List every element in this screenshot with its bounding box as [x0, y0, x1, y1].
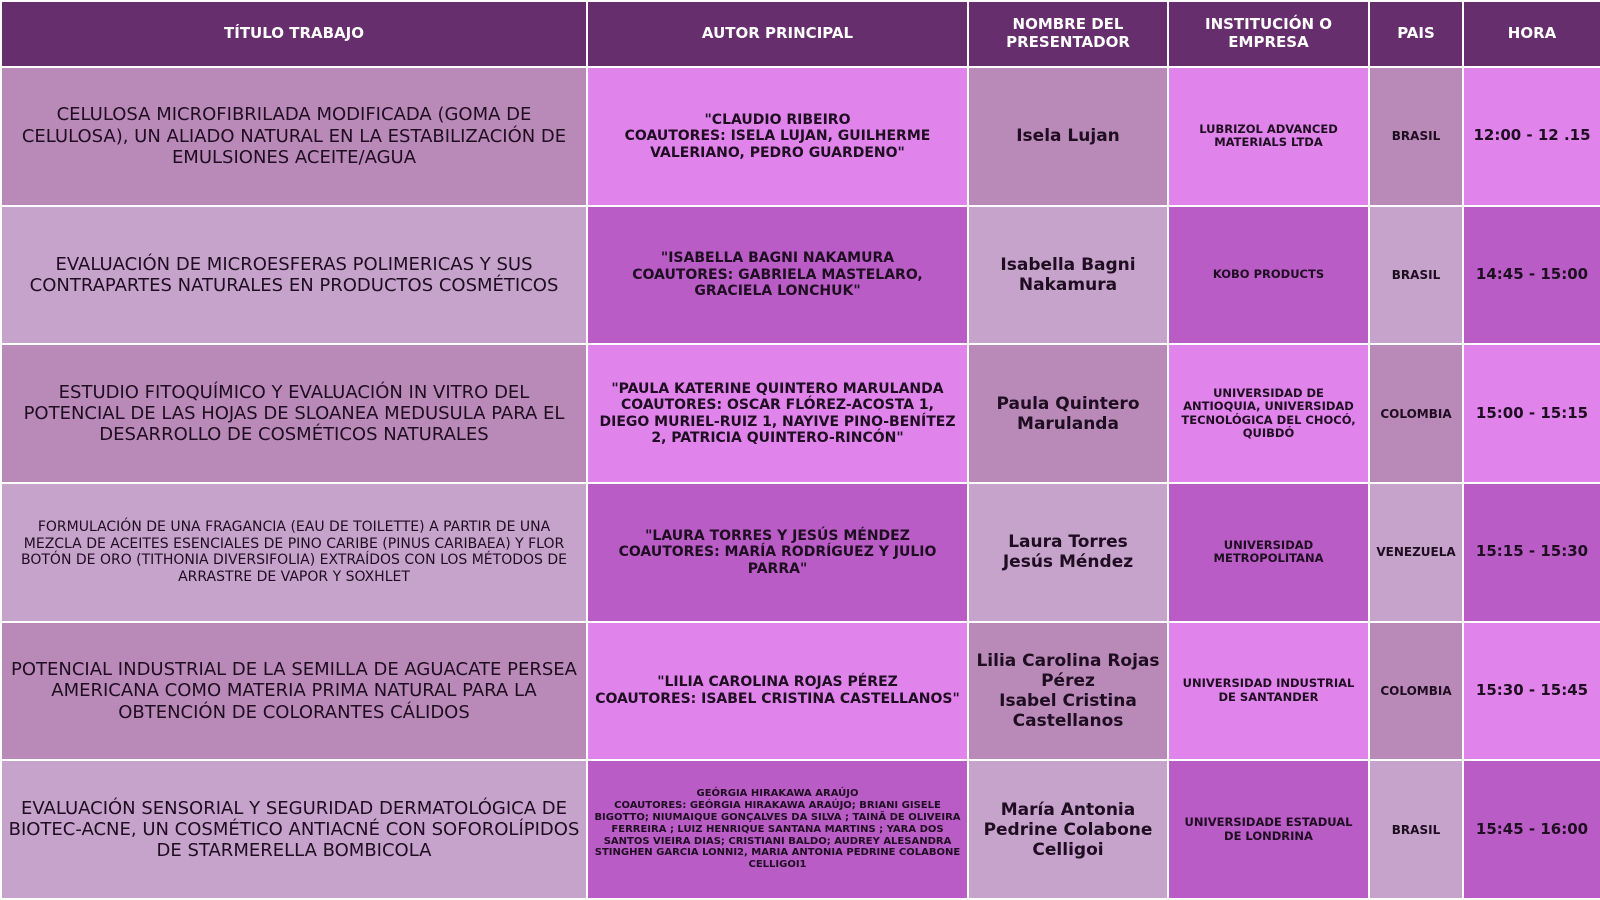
presenter-cell: Paula Quintero Marulanda [968, 344, 1168, 483]
header-row [1, 1, 1600, 67]
header-autor: AUTOR PRINCIPAL [587, 1, 968, 67]
table-row [1, 206, 1600, 345]
institution-cell: UNIVERSIDAD INDUSTRIAL DE SANTANDER [1168, 622, 1369, 761]
presenter-cell: María Antonia Pedrine Colabone Celligoi [968, 760, 1168, 899]
title-cell: ESTUDIO FITOQUÍMICO Y EVALUACIÓN IN VITRO DEL POTENCIAL DE LAS HOJAS DE SLOANEA MEDUSULA PARA EL DESARROLLO DE COSMÉTICOS NATURALES [1, 344, 587, 483]
header-pais: PAIS [1369, 1, 1463, 67]
table-row [1, 760, 1600, 899]
header-titulo: TÍTULO TRABAJO [1, 1, 587, 67]
country-cell: BRASIL [1369, 206, 1463, 345]
title-cell: CELULOSA MICROFIBRILADA MODIFICADA (GOMA DE CELULOSA), UN ALIADO NATURAL EN LA ESTABILIZACIÓN DE EMULSIONES ACEITE/AGUA [1, 67, 587, 206]
title-cell: EVALUACIÓN SENSORIAL Y SEGURIDAD DERMATOLÓGICA DE BIOTEC-ACNE, UN COSMÉTICO ANTIACNÉ CON SOFOROLÍPIDOS DE STARMERELLA BOMBICOLA [1, 760, 587, 899]
header-hora: HORA [1463, 1, 1600, 67]
table-row [1, 67, 1600, 206]
presenter-cell: Lilia Carolina Rojas Pérez Isabel Cristina Castellanos [968, 622, 1168, 761]
presenter-cell: Laura Torres Jesús Méndez [968, 483, 1168, 622]
country-cell: VENEZUELA [1369, 483, 1463, 622]
title-cell: EVALUACIÓN DE MICROESFERAS POLIMERICAS Y SUS CONTRAPARTES NATURALES EN PRODUCTOS COSMÉTICOS [1, 206, 587, 345]
author-cell: GEÓRGIA HIRAKAWA ARAÚJO COAUTORES: GEÓRGIA HIRAKAWA ARAÚJO; BRIANI GISELE BIGOTTO; NIUMAIQUE GONÇALVES DA SILVA ; TAINÃ DE OLIVEIRA FERREIRA ; LUIZ HENRIQUE SANTANA MARTINS ; YARA DOS SANTOS VIEIRA DIAS; CRISTIANI BALDO; AUDREY ALESANDRA STINGHEN GARCIA LONNI2, MARIA ANTONIA PEDRINE COLABONE CELLIGOI1 [587, 760, 968, 899]
institution-cell: UNIVERSIDADE ESTADUAL DE LONDRINA [1168, 760, 1369, 899]
header-institucion: INSTITUCIÓN O EMPRESA [1168, 1, 1369, 67]
header-presentador: NOMBRE DEL PRESENTADOR [968, 1, 1168, 67]
author-cell: "ISABELLA BAGNI NAKAMURA COAUTORES: GABRIELA MASTELARO, GRACIELA LONCHUK" [587, 206, 968, 345]
table-header [1, 1, 1600, 67]
table-row [1, 344, 1600, 483]
title-cell: FORMULACIÓN DE UNA FRAGANCIA (EAU DE TOILETTE) A PARTIR DE UNA MEZCLA DE ACEITES ESENCIALES DE PINO CARIBE (PINUS CARIBAEA) Y FLOR BOTÓN DE ORO (TITHONIA DIVERSIFOLIA) EXTRAÍDOS CON LOS MÉTODOS DE ARRASTRE DE VAPOR Y SOXHLET [1, 483, 587, 622]
country-cell: BRASIL [1369, 760, 1463, 899]
table-row [1, 483, 1600, 622]
country-cell: COLOMBIA [1369, 344, 1463, 483]
author-cell: "LILIA CAROLINA ROJAS PÉREZ COAUTORES: ISABEL CRISTINA CASTELLANOS" [587, 622, 968, 761]
institution-cell: KOBO PRODUCTS [1168, 206, 1369, 345]
institution-cell: LUBRIZOL ADVANCED MATERIALS LTDA [1168, 67, 1369, 206]
institution-cell: UNIVERSIDAD METROPOLITANA [1168, 483, 1369, 622]
institution-cell: UNIVERSIDAD DE ANTIOQUIA, UNIVERSIDAD TECNOLÓGICA DEL CHOCÓ, QUIBDÓ [1168, 344, 1369, 483]
presenter-cell: Isabella Bagni Nakamura [968, 206, 1168, 345]
author-cell: "CLAUDIO RIBEIRO COAUTORES: ISELA LUJAN, GUILHERME VALERIANO, PEDRO GUARDENO" [587, 67, 968, 206]
time-cell: 15:45 - 16:00 [1463, 760, 1600, 899]
time-cell: 14:45 - 15:00 [1463, 206, 1600, 345]
author-cell: "PAULA KATERINE QUINTERO MARULANDA COAUTORES: OSCAR FLÓREZ-ACOSTA 1, DIEGO MURIEL-RUIZ 1, NAYIVE PINO-BENÍTEZ 2, PATRICIA QUINTERO-RINCÓN" [587, 344, 968, 483]
time-cell: 12:00 - 12 .15 [1463, 67, 1600, 206]
table-row [1, 622, 1600, 761]
author-cell: "LAURA TORRES Y JESÚS MÉNDEZ COAUTORES: MARÍA RODRÍGUEZ Y JULIO PARRA" [587, 483, 968, 622]
table-body [1, 67, 1600, 899]
time-cell: 15:15 - 15:30 [1463, 483, 1600, 622]
time-cell: 15:30 - 15:45 [1463, 622, 1600, 761]
time-cell: 15:00 - 15:15 [1463, 344, 1600, 483]
country-cell: COLOMBIA [1369, 622, 1463, 761]
country-cell: BRASIL [1369, 67, 1463, 206]
title-cell: POTENCIAL INDUSTRIAL DE LA SEMILLA DE AGUACATE PERSEA AMERICANA COMO MATERIA PRIMA NATURAL PARA LA OBTENCIÓN DE COLORANTES CÁLIDOS [1, 622, 587, 761]
presenter-cell: Isela Lujan [968, 67, 1168, 206]
